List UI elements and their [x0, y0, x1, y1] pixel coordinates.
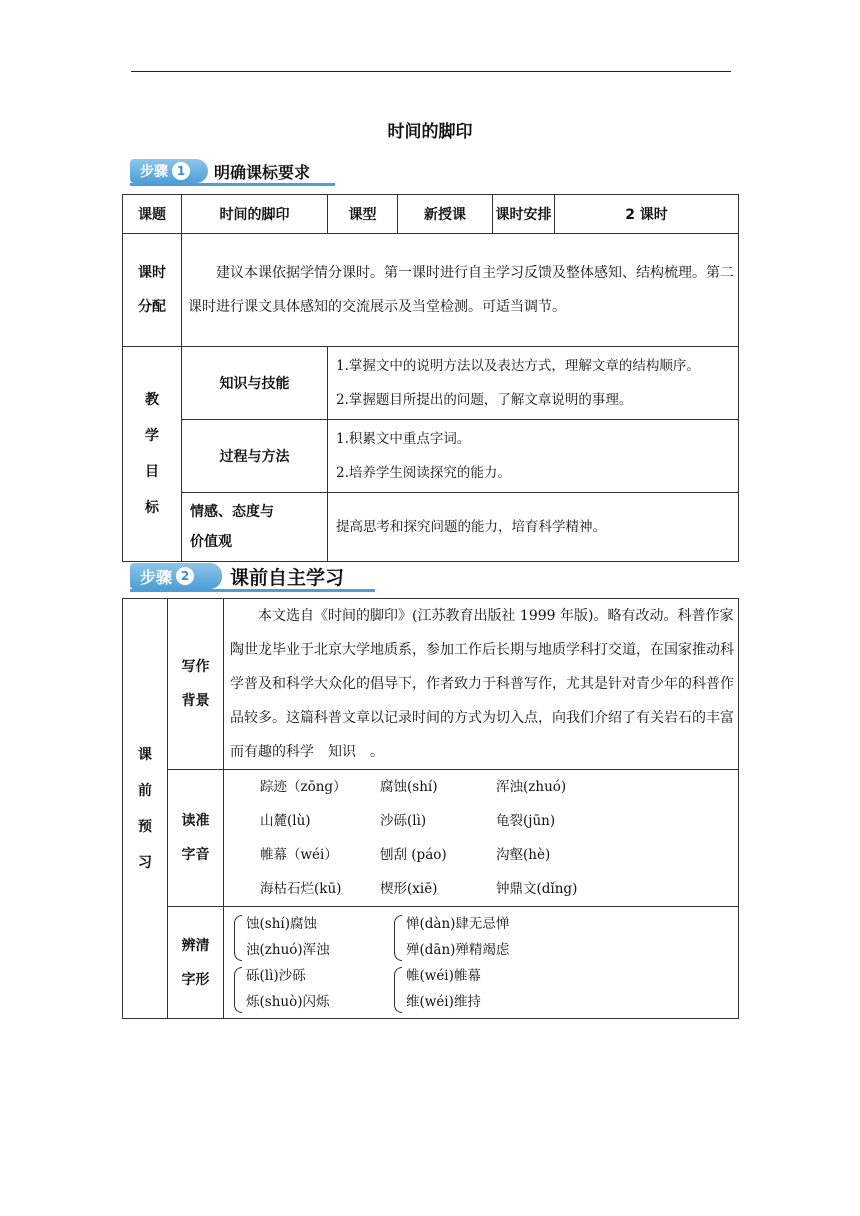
step1-badge: [130, 159, 208, 183]
header-rule: [131, 71, 731, 72]
preview-char: 习: [138, 854, 152, 871]
glyphs-list: [224, 907, 739, 1019]
preview-char: 课: [138, 746, 152, 763]
preview-table: [122, 598, 739, 1019]
step2-label: 课前自主学习: [230, 566, 345, 589]
glyph-item: 帷(wéi)帷幕: [406, 967, 481, 984]
step2-underline: [130, 589, 375, 592]
step2-badge-text: 步骤: [140, 567, 173, 587]
goals-label: [123, 347, 182, 562]
pronunciation-item: 帷幕（wéi）: [260, 847, 338, 863]
glyph-item: 砾(lì)沙砾: [246, 967, 306, 984]
brace-icon: [394, 915, 402, 961]
background-label-b: 背景: [181, 693, 210, 709]
glyph-item: 惮(dàn)肆无忌惮: [406, 915, 510, 932]
glyph-group: [394, 911, 509, 963]
pronunciation-item: 踪迹（zōng）: [260, 779, 347, 795]
glyph-group: [234, 963, 394, 1015]
glyphs-row: [234, 963, 738, 1015]
glyph-group: [234, 911, 394, 963]
goal-key-process: 过程与方法: [182, 420, 328, 493]
preview-char: 预: [138, 818, 152, 835]
pronunciation-label-a: 读准: [181, 813, 210, 829]
pronunciation-item: 浑浊(zhuó): [496, 779, 567, 795]
step2-badge: [130, 563, 222, 589]
allocation-label-b: 分配: [138, 299, 166, 315]
goal-line: 2.培养学生阅读探究的能力。: [336, 465, 511, 481]
lesson-plan-table: [122, 194, 739, 562]
type-key: 课型: [328, 195, 398, 234]
goals-char: 目: [145, 464, 159, 480]
goal-key-knowledge: 知识与技能: [182, 347, 328, 420]
pronunciation-row: [260, 770, 738, 804]
glyph-item: 蚀(shí)腐蚀: [246, 915, 317, 932]
step2-heading: [130, 563, 375, 589]
pronunciation-item: 钟鼎文(dǐng): [496, 881, 578, 897]
glyph-item: 维(wéi)维持: [406, 993, 481, 1010]
topic-key: 课题: [123, 195, 182, 234]
goal-knowledge-text: [328, 347, 739, 420]
pronunciation-row: [260, 872, 738, 906]
allocation-text: 建议本课依据学情分课时。第一课时进行自主学习反馈及整体感知、结构梳理。第二课时进行课文具体感知的交流展示及当堂检测。可适当调节。: [182, 234, 739, 347]
goal-key-emotion-b: 价值观: [190, 534, 232, 550]
pronunciation-item: 沙砾(lì): [380, 813, 427, 829]
goals-char: 学: [145, 428, 159, 444]
pronunciation-label-b: 字音: [181, 847, 210, 863]
pronunciation-item: 海枯石烂(kū): [260, 881, 342, 897]
pronunciation-item: 腐蚀(shí): [380, 779, 438, 795]
pronunciation-label: [168, 770, 224, 907]
type-value: 新授课: [398, 195, 493, 234]
brace-icon: [394, 967, 402, 1013]
page-title: 时间的脚印: [387, 122, 473, 142]
goal-process-text: [328, 420, 739, 493]
step1-badge-text: 步骤: [140, 164, 168, 180]
preview-side-label: [123, 599, 168, 1019]
step2-number: 2: [176, 567, 194, 585]
preview-char: 前: [138, 782, 152, 799]
allocation-label-a: 课时: [138, 265, 166, 281]
pronunciation-item: 沟壑(hè): [496, 847, 551, 863]
goals-char: 教: [145, 392, 159, 408]
pronunciation-row: [260, 838, 738, 872]
allocation-label: [123, 234, 182, 347]
step1-label: 明确课标要求: [214, 162, 311, 182]
goal-line: 提高思考和探究问题的能力，培育科学精神。: [336, 519, 606, 535]
goal-key-emotion: [182, 493, 328, 562]
pronunciation-item: 楔形(xiē): [380, 881, 438, 897]
brace-icon: [234, 967, 242, 1013]
goal-line: 1.积累文中重点字词。: [336, 431, 471, 447]
glyphs-label-b: 字形: [181, 971, 210, 988]
hours-value: 2 课时: [555, 195, 739, 234]
pronunciation-item: 龟裂(jūn): [496, 813, 556, 829]
goal-emotion-text: [328, 493, 739, 562]
background-label-a: 写作: [181, 659, 210, 675]
glyph-item: 烁(shuò)闪烁: [246, 993, 330, 1010]
glyph-item: 殚(dān)殚精竭虑: [406, 941, 510, 958]
step1-heading: [130, 159, 335, 183]
glyph-item: 浊(zhuó)浑浊: [246, 941, 330, 958]
glyph-group: [394, 963, 481, 1015]
brace-icon: [234, 915, 242, 961]
glyphs-label-a: 辨清: [181, 937, 210, 954]
pronunciation-list: [224, 770, 739, 907]
glyphs-label: [168, 907, 224, 1019]
pronunciation-item: 山麓(lù): [260, 813, 311, 829]
background-label: [168, 599, 224, 770]
pronunciation-item: 刨刮 (páo): [380, 847, 447, 863]
glyphs-row: [234, 911, 738, 963]
step1-number: 1: [172, 162, 190, 180]
pronunciation-row: [260, 804, 738, 838]
goal-line: 2.掌握题目所提出的问题，了解文章说明的事理。: [336, 392, 633, 408]
goals-char: 标: [145, 500, 159, 516]
step1-underline: [130, 183, 335, 186]
topic-value: 时间的脚印: [182, 195, 328, 234]
goal-line: 1.掌握文中的说明方法以及表达方式，理解文章的结构顺序。: [336, 358, 700, 374]
background-text: 本文选自《时间的脚印》(江苏教育出版社 1999 年版)。略有改动。科普作家陶世龙毕业于北京大学地质系，参加工作后长期与地质学科打交道，在国家推动科学普及和科学大众化的倡导下，作者致力于科普写作，尤其是针对青少年的科普作品较多。这篇科普文章以记录时间的方式为切入点，向我们介绍了有关岩石的丰富而有趣的科学 知识 。: [224, 599, 739, 770]
hours-key: 课时安排: [493, 195, 555, 234]
goal-key-emotion-a: 情感、态度与: [190, 504, 274, 520]
